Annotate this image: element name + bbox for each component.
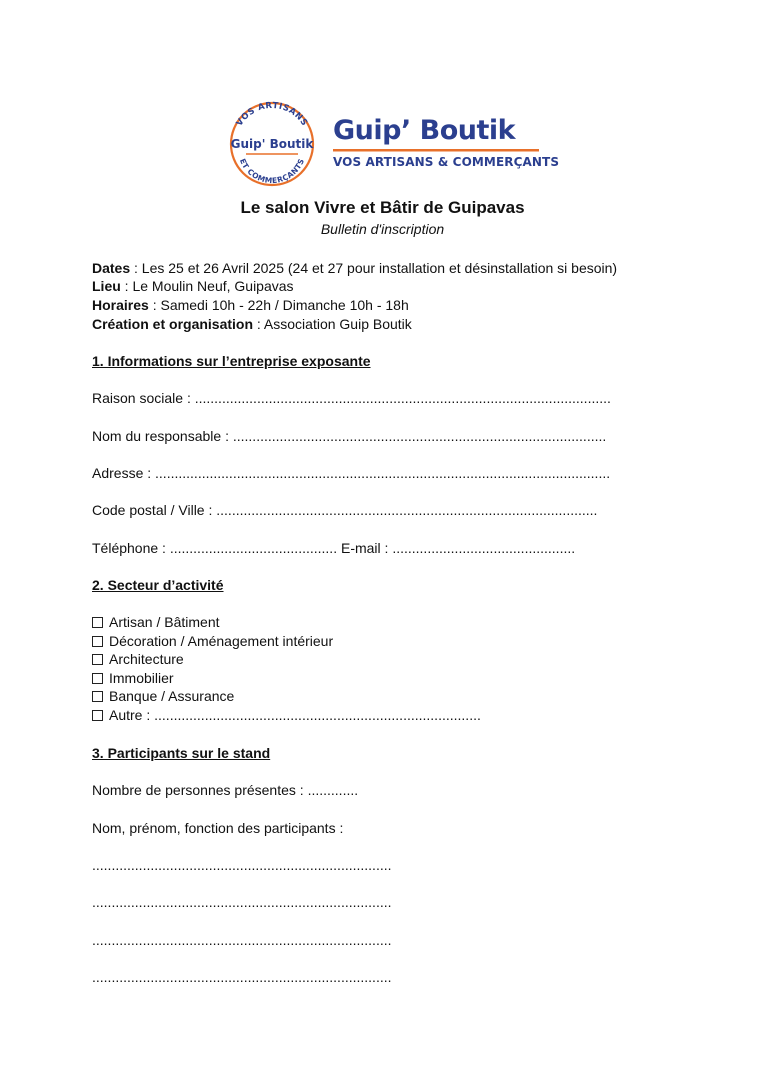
checkbox[interactable] bbox=[92, 636, 103, 647]
participant-line[interactable]: ............................................................................. bbox=[92, 932, 392, 948]
brand-tagline: VOS ARTISANS & COMMERÇANTS bbox=[333, 155, 560, 169]
field-adresse[interactable]: Adresse : ..................................................................................................................... bbox=[92, 465, 611, 481]
brand-underline bbox=[333, 149, 539, 153]
option-label: Architecture bbox=[109, 651, 184, 667]
option-banque-assurance[interactable] bbox=[92, 688, 234, 704]
field-raison-sociale[interactable]: Raison sociale : ........................................................................................................... bbox=[92, 390, 611, 406]
field-code-postal-ville[interactable]: Code postal / Ville : .................................................................................................. bbox=[92, 502, 598, 518]
page-subtitle: Bulletin d'inscription bbox=[320, 221, 445, 237]
option-decoration[interactable] bbox=[92, 633, 333, 649]
option-label: Artisan / Bâtiment bbox=[109, 614, 220, 630]
participant-line[interactable]: ............................................................................. bbox=[92, 969, 392, 985]
checkbox[interactable] bbox=[92, 710, 103, 721]
option-artisan-batiment[interactable] bbox=[92, 614, 220, 630]
participant-line[interactable]: ............................................................................. bbox=[92, 857, 392, 873]
info-horaires bbox=[92, 297, 409, 313]
field-responsable[interactable]: Nom du responsable : ................................................................................................ bbox=[92, 428, 607, 444]
horaires-value: : Samedi 10h - 22h / Dimanche 10h - 18h bbox=[148, 297, 409, 313]
info-creation bbox=[92, 316, 412, 332]
option-immobilier[interactable] bbox=[92, 670, 174, 686]
page-title: Le salon Vivre et Bâtir de Guipavas bbox=[240, 198, 525, 217]
info-dates bbox=[92, 260, 617, 276]
brand-wordmark bbox=[333, 114, 559, 169]
option-label: Immobilier bbox=[109, 670, 174, 686]
svg-text:VOS ARTISANS bbox=[235, 101, 310, 128]
option-label: Décoration / Aménagement intérieur bbox=[109, 633, 334, 649]
checkbox[interactable] bbox=[92, 673, 103, 684]
option-autre[interactable] bbox=[92, 707, 481, 723]
creation-value: : Association Guip Boutik bbox=[253, 316, 412, 332]
option-label: Autre : .................................................................................... bbox=[109, 707, 481, 723]
svg-text:ET COMMERÇANTS bbox=[238, 157, 306, 185]
field-telephone-email[interactable]: Téléphone : ........................................... E-mail : ............................................... bbox=[92, 540, 576, 556]
lieu-value: : Le Moulin Neuf, Guipavas bbox=[120, 278, 294, 294]
section1-heading: 1. Informations sur l’entreprise exposante bbox=[92, 353, 371, 369]
section3-heading: 3. Participants sur le stand bbox=[92, 745, 271, 761]
creation-label: Création et organisation bbox=[92, 316, 254, 332]
dates-value: : Les 25 et 26 Avril 2025 (24 et 27 pour installation et désinstallation si besoin) bbox=[130, 260, 618, 276]
option-architecture[interactable] bbox=[92, 651, 184, 667]
dates-label: Dates bbox=[92, 260, 131, 276]
info-lieu bbox=[92, 278, 294, 294]
checkbox[interactable] bbox=[92, 691, 103, 702]
logo-center-text: Guip' Boutik bbox=[230, 137, 314, 151]
checkbox[interactable] bbox=[92, 654, 103, 665]
section2-heading: 2. Secteur d’activité bbox=[92, 577, 224, 593]
option-label: Banque / Assurance bbox=[109, 688, 235, 704]
lieu-label: Lieu bbox=[92, 278, 121, 294]
participant-line[interactable]: ............................................................................. bbox=[92, 894, 392, 910]
field-nombre-personnes[interactable]: Nombre de personnes présentes : ............. bbox=[92, 782, 359, 798]
checkbox[interactable] bbox=[92, 617, 103, 628]
brand-name: Guip’ Boutik bbox=[333, 115, 516, 146]
logo-ring-bottom-text: ET COMMERÇANTS bbox=[237, 157, 307, 186]
logo-ring-top-text: VOS ARTISANS bbox=[234, 101, 310, 129]
horaires-label: Horaires bbox=[92, 297, 149, 313]
participants-label: Nom, prénom, fonction des participants : bbox=[92, 820, 344, 836]
guip-boutik-logo-mark bbox=[222, 101, 322, 187]
